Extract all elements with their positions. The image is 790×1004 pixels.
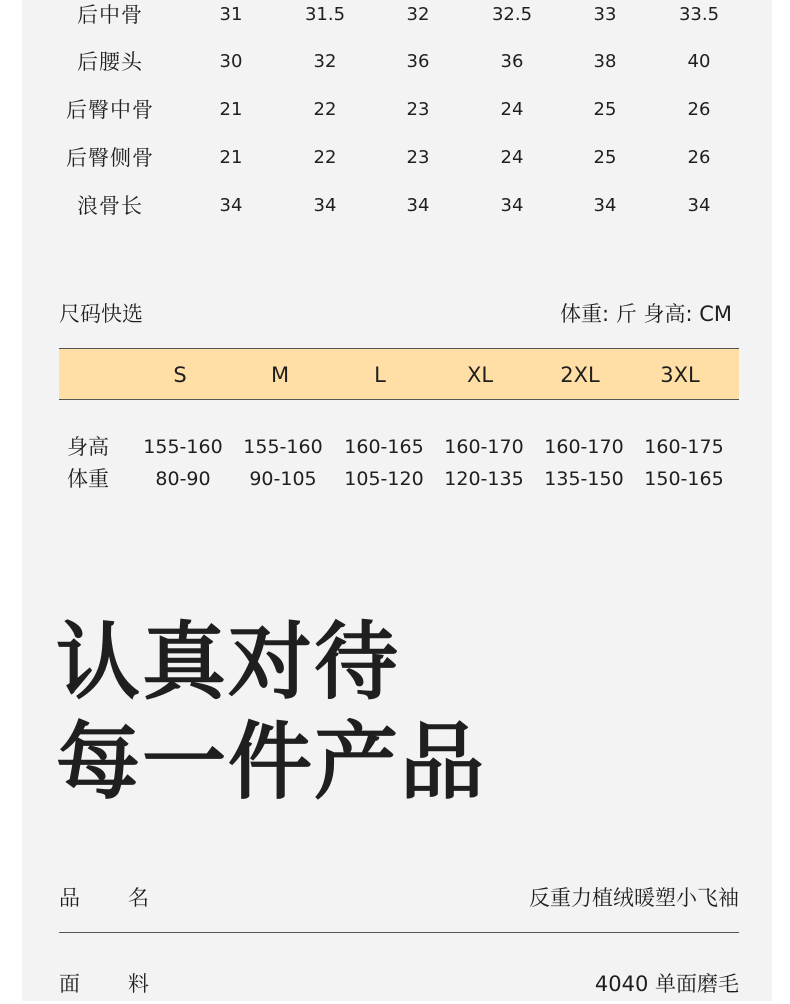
- cell-value: 22: [313, 147, 337, 168]
- weight-value: 80-90: [155, 468, 211, 490]
- cell-value: 25: [593, 99, 617, 120]
- row-label: 后臀侧骨: [66, 146, 154, 170]
- row-label: 后腰头: [77, 50, 143, 74]
- cell-value: 30: [219, 51, 243, 72]
- cell-value: 34: [219, 195, 243, 216]
- product-name-value: 反重力植绒暖塑小飞袖: [529, 886, 739, 910]
- cell-value: 21: [219, 99, 243, 120]
- cell-value: 25: [593, 147, 617, 168]
- cell-value: 38: [593, 51, 617, 72]
- fabric-key: 面料: [59, 972, 197, 996]
- table-row: [0, 191, 790, 221]
- cell-value: 33: [593, 4, 617, 25]
- cell-value: 34: [593, 195, 617, 216]
- height-label: 身高: [67, 435, 109, 459]
- table-row: [0, 95, 790, 125]
- cell-value: 34: [406, 195, 430, 216]
- cell-value: 32: [313, 51, 337, 72]
- size-label: 3XL: [660, 363, 700, 387]
- cell-value: 32.5: [491, 4, 533, 25]
- height-value: 155-160: [143, 436, 223, 458]
- cell-value: 36: [500, 51, 524, 72]
- table-row: [0, 47, 790, 77]
- cell-value: 31: [219, 4, 243, 25]
- row-label: 浪骨长: [77, 194, 143, 218]
- size-guide-units: 体重: 斤 身高: CM: [560, 302, 732, 326]
- cell-value: 24: [500, 147, 524, 168]
- fabric-value: 4040 单面磨毛: [594, 972, 739, 996]
- product-name-key: 品名: [59, 886, 197, 910]
- cell-value: 32: [406, 4, 430, 25]
- cell-value: 23: [406, 147, 430, 168]
- weight-value: 90-105: [249, 468, 317, 490]
- product-name-row: [59, 878, 739, 918]
- height-value: 160-170: [544, 436, 624, 458]
- cell-value: 36: [406, 51, 430, 72]
- table-row: [0, 143, 790, 173]
- table-row: [0, 0, 790, 30]
- slogan-line-2: 每一件产品: [56, 713, 487, 811]
- size-label: S: [173, 363, 187, 387]
- weight-value: 105-120: [344, 468, 424, 490]
- cell-value: 34: [313, 195, 337, 216]
- cell-value: 34: [500, 195, 524, 216]
- fabric-row: [59, 964, 739, 1004]
- weight-value: 135-150: [544, 468, 624, 490]
- weight-label: 体重: [67, 467, 109, 491]
- row-label: 后中骨: [77, 3, 143, 27]
- height-value: 155-160: [243, 436, 323, 458]
- size-label: XL: [466, 363, 494, 387]
- cell-value: 40: [687, 51, 711, 72]
- height-value: 160-170: [444, 436, 524, 458]
- cell-value: 26: [687, 147, 711, 168]
- size-label: M: [270, 363, 290, 387]
- cell-value: 26: [687, 99, 711, 120]
- weight-row: [0, 463, 790, 495]
- weight-value: 150-165: [644, 468, 724, 490]
- size-label: L: [374, 363, 386, 387]
- slogan-line-1: 认真对待: [56, 613, 401, 711]
- cell-value: 22: [313, 99, 337, 120]
- row-label: 后臀中骨: [66, 98, 154, 122]
- cell-value: 34: [687, 195, 711, 216]
- height-value: 160-175: [644, 436, 724, 458]
- cell-value: 31.5: [304, 4, 346, 25]
- cell-value: 33.5: [678, 4, 720, 25]
- height-row: [0, 431, 790, 463]
- height-value: 160-165: [344, 436, 424, 458]
- cell-value: 21: [219, 147, 243, 168]
- cell-value: 23: [406, 99, 430, 120]
- divider: [59, 932, 739, 933]
- cell-value: 24: [500, 99, 524, 120]
- weight-value: 120-135: [444, 468, 524, 490]
- size-header-bar: [59, 348, 739, 400]
- size-label: 2XL: [560, 363, 600, 387]
- size-guide-title: 尺码快选: [59, 302, 143, 326]
